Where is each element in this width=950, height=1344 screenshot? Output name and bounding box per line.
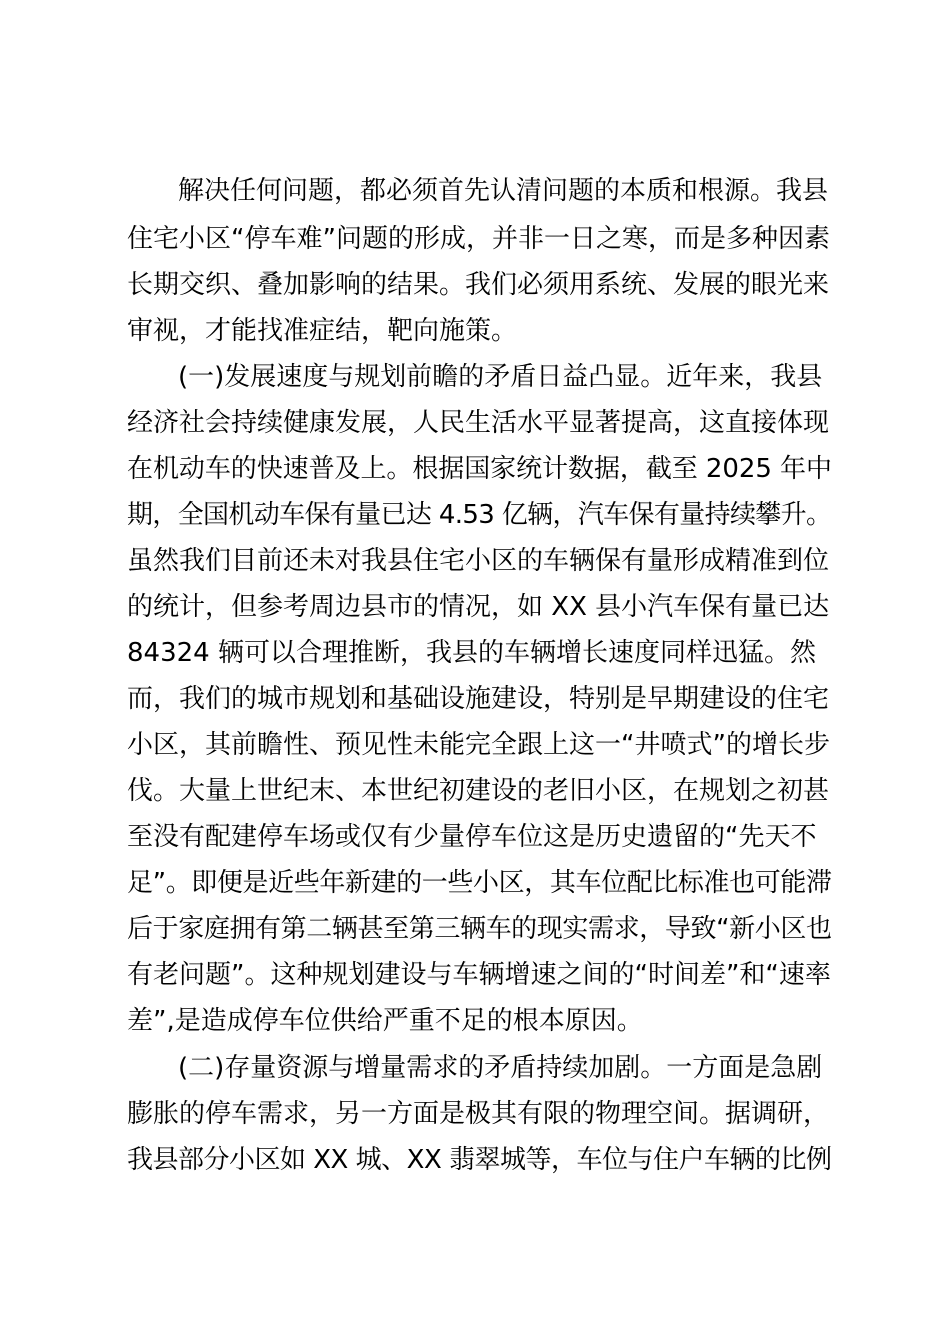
paragraph-2-line-12: 足”。即便是近些年新建的一些小区，其车位配比标准也可能滞 — [127, 868, 832, 898]
paragraph-2-line-7: 84324 辆可以合理推断，我县的车辆增长速度同样迅猛。然 — [127, 638, 816, 668]
paragraph-2-line-11: 至没有配建停车场或仅有少量停车位这是历史遗留的“先天不 — [127, 822, 817, 852]
paragraph-2-line-8: 而，我们的城市规划和基础设施建设，特别是早期建设的住宅 — [127, 684, 830, 714]
paragraph-2-line-14: 有老问题”。这种规划建设与车辆增速之间的“时间差”和“速率 — [127, 960, 831, 990]
paragraph-2-line-9: 小区，其前瞻性、预见性未能完全跟上这一“井喷式”的增长步 — [127, 730, 830, 760]
paragraph-1-line-2: 住宅小区“停车难”问题的形成，并非一日之寒，而是多种因素 — [127, 224, 830, 254]
paragraph-2-line-5: 虽然我们目前还未对我县住宅小区的车辆保有量形成精准到位 — [127, 546, 830, 576]
paragraph-2-line-3: 在机动车的快速普及上。根据国家统计数据，截至 2025 年中 — [127, 454, 832, 484]
paragraph-2-line-2: 经济社会持续健康发展，人民生活水平显著提高，这直接体现 — [127, 408, 830, 438]
paragraph-3-line-2: 膨胀的停车需求，另一方面是极其有限的物理空间。据调研， — [127, 1099, 830, 1129]
paragraph-3-line-3: 我县部分小区如 XX 城、XX 翡翠城等，车位与住户车辆的比例 — [127, 1145, 832, 1175]
paragraph-2-line-10: 伐。大量上世纪末、本世纪初建设的老旧小区，在规划之初甚 — [127, 776, 830, 806]
paragraph-2-line-4: 期，全国机动车保有量已达 4.53 亿辆，汽车保有量持续攀升。 — [127, 500, 832, 530]
paragraph-1-line-4: 审视，才能找准症结，靶向施策。 — [127, 316, 518, 346]
paragraph-2-line-15: 差”,是造成停车位供给严重不足的根本原因。 — [127, 1006, 643, 1036]
paragraph-2-line-13: 后于家庭拥有第二辆甚至第三辆车的现实需求，导致“新小区也 — [127, 914, 832, 944]
paragraph-3-line-1: (二)存量资源与增量需求的矛盾持续加剧。一方面是急剧 — [178, 1053, 823, 1083]
paragraph-2-line-1: (一)发展速度与规划前瞻的矛盾日益凸显。近年来，我县 — [178, 362, 823, 392]
paragraph-1-line-3: 长期交织、叠加影响的结果。我们必须用系统、发展的眼光来 — [127, 270, 830, 300]
paragraph-2-line-6: 的统计，但参考周边县市的情况，如 XX 县小汽车保有量已达 — [127, 592, 830, 622]
paragraph-1-line-1: 解决任何问题，都必须首先认清问题的本质和根源。我县 — [178, 176, 829, 206]
